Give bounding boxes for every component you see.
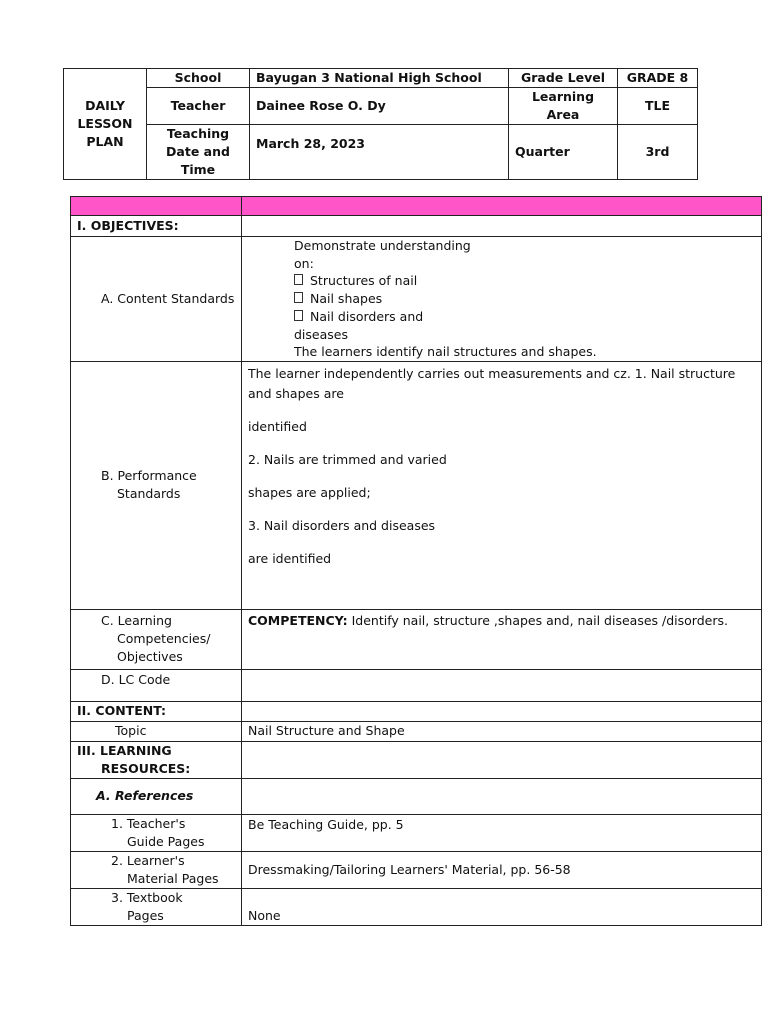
lm-label-line: 2. Learner's: [111, 852, 185, 868]
textbook-value: None: [242, 888, 762, 925]
lc-code-label: D. LC Code: [71, 669, 242, 701]
header-bar-cell: [71, 197, 242, 216]
grade-value: GRADE 8: [618, 69, 698, 88]
grade-label: Grade Level: [509, 69, 618, 88]
comp-label-line: Competencies/: [117, 631, 211, 647]
ps-line: 3. Nail disorders and diseases: [248, 517, 436, 533]
topic-value: Nail Structure and Shape: [242, 721, 762, 741]
competency-prefix: COMPETENCY:: [248, 612, 348, 628]
content-standards-value: [242, 237, 762, 362]
missing-glyph-box-icon: [294, 272, 310, 290]
missing-glyph-box-icon: [294, 308, 310, 326]
date-label-line: Teaching: [166, 126, 230, 141]
cs-line: Nail disorders and: [310, 308, 424, 324]
references-empty-cell: [242, 778, 762, 814]
cs-line: Demonstrate understanding: [294, 238, 471, 253]
plan-title-line: DAILY: [85, 98, 125, 113]
lesson-plan-header-table: [63, 68, 698, 180]
objectives-empty-cell: [242, 216, 762, 237]
resources-empty-cell: [242, 741, 762, 778]
date-label-line: Date and: [166, 144, 230, 159]
learners-material-label: [71, 851, 242, 888]
header-bar-cell: [242, 197, 762, 216]
content-heading: II. CONTENT:: [71, 701, 242, 721]
tg-label-line: Guide Pages: [127, 833, 205, 849]
tb-label-line: Pages: [127, 907, 164, 923]
ps-line: are identified: [248, 550, 332, 566]
date-label-line: Time: [180, 162, 216, 177]
teacher-label: Teacher: [147, 88, 250, 125]
date-value: March 28, 2023: [250, 125, 509, 180]
school-value: Bayugan 3 National High School: [250, 69, 509, 88]
resources-heading-line: III. LEARNING: [77, 742, 172, 758]
textbook-label: [71, 888, 242, 925]
ps-label-line: B. Performance: [101, 468, 197, 484]
tb-label-line: 3. Textbook: [111, 889, 183, 905]
references-label: A. References: [71, 778, 242, 814]
cs-line: on:: [294, 255, 314, 271]
objectives-heading: I. OBJECTIVES:: [71, 216, 242, 237]
quarter-label: Quarter: [509, 125, 618, 180]
plan-title-line: LESSON: [77, 116, 133, 131]
topic-label: Topic: [71, 721, 242, 741]
comp-label-line: C. Learning: [101, 613, 172, 629]
teachers-guide-label: [71, 814, 242, 851]
ps-line: identified: [248, 418, 307, 434]
lesson-plan-body-table: [70, 196, 762, 926]
performance-standards-value: [242, 361, 762, 609]
ps-line: The learner independently carries out measurements and cz. 1. Nail structure and shapes are: [248, 365, 736, 401]
resources-heading-line: RESOURCES:: [101, 760, 191, 776]
teacher-value: Dainee Rose O. Dy: [250, 88, 509, 125]
plan-title-line: PLAN: [86, 134, 124, 149]
competencies-value: [242, 609, 762, 669]
lc-code-value: [242, 669, 762, 701]
competency-text: Identify nail, structure ,shapes and, nail diseases /disorders.: [347, 612, 728, 628]
learners-material-value: Dressmaking/Tailoring Learners' Material, pp. 56-58: [242, 851, 762, 888]
quarter-value: 3rd: [618, 125, 698, 180]
content-standards-label: A. Content Standards: [71, 237, 242, 362]
tg-label-line: 1. Teacher's: [111, 815, 186, 831]
ps-label-line: Standards: [117, 486, 181, 502]
header-bar: [71, 197, 762, 216]
cs-line: The learners identify nail structures and shapes.: [294, 344, 597, 360]
cs-line: Nail shapes: [310, 291, 383, 307]
lm-label-line: Material Pages: [127, 870, 219, 886]
date-label: [147, 125, 250, 180]
missing-glyph-box-icon: [294, 290, 310, 308]
comp-label-line: Objectives: [117, 649, 183, 665]
cs-line: Structures of nail: [310, 273, 418, 289]
cs-line: diseases: [294, 326, 348, 342]
teachers-guide-value: Be Teaching Guide, pp. 5: [242, 814, 762, 851]
ps-line: 2. Nails are trimmed and varied: [248, 451, 447, 467]
competencies-label: [71, 609, 242, 669]
plan-title: [64, 69, 147, 180]
school-label: School: [147, 69, 250, 88]
ps-line: shapes are applied;: [248, 484, 371, 500]
resources-heading: [71, 741, 242, 778]
content-empty-cell: [242, 701, 762, 721]
area-label: Learning Area: [509, 88, 618, 125]
performance-standards-label: [71, 361, 242, 609]
area-value: TLE: [618, 88, 698, 125]
